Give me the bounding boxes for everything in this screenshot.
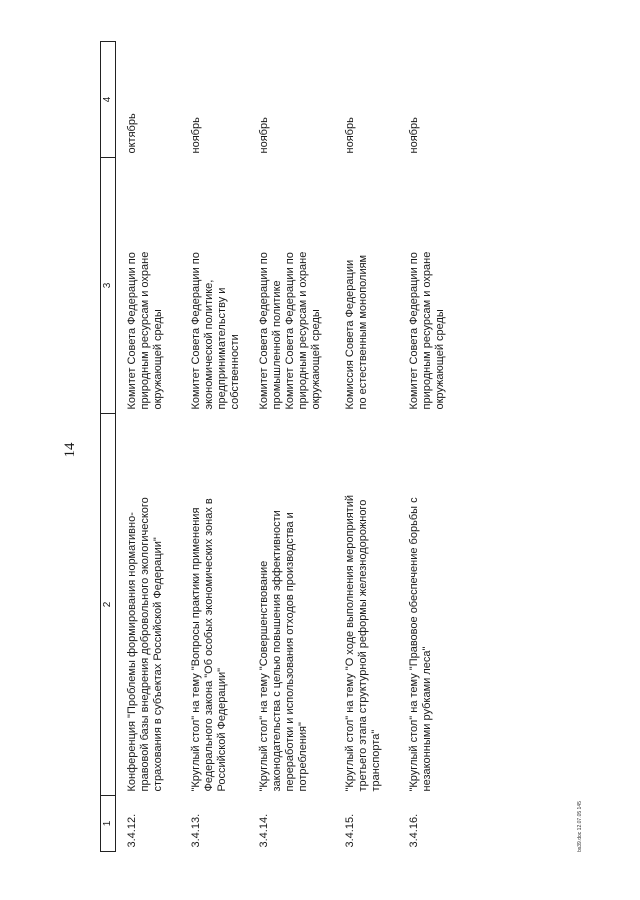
- row-number: 3.4.16.: [408, 813, 420, 848]
- column-header-4: 4: [101, 42, 116, 158]
- responsible-body: Комитет Совета Федерации по природным ресурсам и охране окружающей среды: [408, 251, 446, 410]
- plan-table: [100, 41, 468, 852]
- table-row: [116, 42, 183, 852]
- row-number: 3.4.12.: [126, 813, 138, 848]
- footer-file-code: bs39.doc 12.07.05 145: [577, 801, 583, 852]
- plan-table-container: [100, 42, 620, 852]
- event-title: "Круглый стол" на тему "Правовое обеспечение борьбы с незаконными рубками леса": [408, 497, 433, 792]
- event-date: октябрь: [126, 113, 138, 154]
- row-number: 3.4.13.: [190, 813, 202, 848]
- table-row: [252, 42, 338, 852]
- responsible-body: Комитет Совета Федерации по промышленной политике Комитет Совета Федерации по природным ресурсам и охране окружающей среды: [258, 251, 322, 410]
- event-title: "Круглый стол" на тему "О ходе выполнения мероприятий третьего этапа структурной реформы железнодорожного транспорта": [344, 494, 382, 792]
- event-date: ноябрь: [408, 117, 420, 154]
- event-date: ноябрь: [190, 117, 202, 154]
- responsible-body: Комитет Совета Федерации по экономической политике, предпринимательству и собственности: [190, 252, 241, 410]
- row-number: 3.4.14.: [258, 813, 270, 848]
- column-header-2: 2: [101, 414, 116, 796]
- row-number: 3.4.15.: [344, 813, 356, 848]
- event-date: ноябрь: [344, 117, 356, 154]
- column-header-1: 1: [101, 796, 116, 852]
- event-title: "Круглый стол" на тему "Совершенствование законодательства с целью повышения эффективности переработки и использования отходов производства и потребления": [258, 510, 309, 792]
- table-header-row: [101, 42, 116, 852]
- event-title: Конференция "Проблемы формирования нормативно- правовой базы внедрения добровольного экологического страхования в субъектах Российской Федерации": [126, 497, 164, 792]
- table-row: [402, 42, 468, 852]
- event-title: "Круглый стол" на тему "Вопросы практики применения Федерального закона "Об особых экономических зонах в Российской Федерации": [190, 498, 228, 792]
- responsible-body: Комитет Совета Федерации по природным ресурсам и охране окружающей среды: [126, 251, 164, 410]
- table-row: [338, 42, 402, 852]
- event-date: ноябрь: [258, 117, 270, 154]
- responsible-body: Комиссия Совета Федерации по естественным монополиям: [344, 254, 369, 410]
- table-row: [182, 42, 252, 852]
- column-header-3: 3: [101, 158, 116, 414]
- page-number: 14: [62, 442, 78, 458]
